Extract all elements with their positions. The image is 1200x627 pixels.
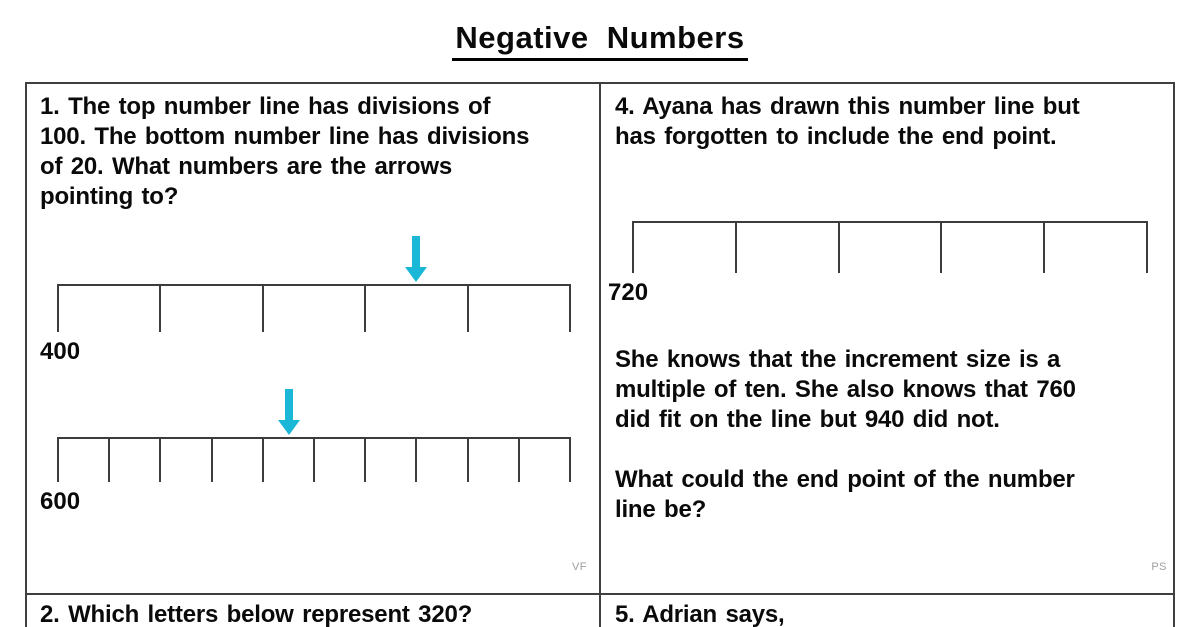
varied-fluency-marker: VF — [571, 561, 587, 573]
question-4-text — [615, 92, 1080, 152]
tick-mark — [569, 437, 571, 482]
tick-mark — [108, 437, 110, 482]
text-line: 5. Adrian says, — [615, 601, 785, 627]
text-line: multiple of ten. She also knows that 760 — [615, 376, 1076, 403]
tick-mark — [364, 437, 366, 482]
tick-mark — [57, 284, 59, 332]
tick-mark — [518, 437, 520, 482]
column-divider — [599, 84, 601, 627]
tick-mark — [569, 284, 571, 332]
tick-mark — [1043, 221, 1045, 273]
question-5-cell — [601, 595, 1173, 627]
tick-mark — [57, 437, 59, 482]
tick-mark — [313, 437, 315, 482]
question-2-cell — [27, 595, 599, 627]
question-2-text — [40, 600, 472, 627]
tick-mark — [940, 221, 942, 273]
tick-mark — [159, 437, 161, 482]
tick-mark — [467, 284, 469, 332]
number-line-start-label: 400 — [40, 338, 81, 365]
arrow-shaft — [412, 236, 420, 268]
number-line-bar — [58, 284, 570, 286]
number-line-top — [40, 284, 570, 365]
text-line: 2. Which letters below represent 320? — [40, 601, 473, 627]
tick-mark — [735, 221, 737, 273]
title-container — [0, 20, 1200, 61]
tick-mark — [467, 437, 469, 482]
question-1-cell — [27, 84, 599, 593]
problem-solving-marker: PS — [1151, 561, 1167, 573]
question-1-text — [40, 92, 529, 212]
arrow-marker-icon — [278, 389, 300, 435]
text-line: 1. The top number line has divisions of — [40, 93, 491, 120]
tick-mark — [838, 221, 840, 273]
number-line-bottom — [40, 437, 570, 515]
question-4-paragraph-3 — [615, 465, 1075, 525]
question-4-cell — [601, 84, 1173, 593]
text-line: line be? — [615, 496, 707, 523]
arrow-marker-icon — [405, 236, 427, 282]
question-5-text — [615, 600, 785, 627]
text-line: What could the end point of the number — [615, 466, 1075, 493]
tick-mark — [364, 284, 366, 332]
question-4-number-line — [608, 221, 1147, 306]
number-line-bar — [633, 221, 1147, 223]
arrow-shaft — [285, 389, 293, 421]
tick-mark — [262, 284, 264, 332]
arrow-head — [278, 420, 300, 435]
text-line: has forgotten to include the end point. — [615, 123, 1057, 150]
tick-mark — [262, 437, 264, 482]
tick-mark — [632, 221, 634, 273]
tick-mark — [1146, 221, 1148, 273]
arrow-head — [405, 267, 427, 282]
text-line: She knows that the increment size is a — [615, 346, 1061, 373]
question-4-paragraph-2 — [615, 345, 1076, 435]
tick-mark — [211, 437, 213, 482]
questions-table — [25, 82, 1175, 627]
page-title: Negative Numbers — [452, 20, 747, 61]
number-line-start-label: 600 — [40, 488, 81, 515]
text-line: 100. The bottom number line has divisions — [40, 123, 530, 150]
tick-mark — [159, 284, 161, 332]
text-line: did fit on the line but 940 did not. — [615, 406, 1000, 433]
text-line: pointing to? — [40, 183, 179, 210]
tick-mark — [415, 437, 417, 482]
text-line: of 20. What numbers are the arrows — [40, 153, 452, 180]
text-line: 4. Ayana has drawn this number line but — [615, 93, 1080, 120]
number-line-start-label: 720 — [608, 279, 649, 306]
